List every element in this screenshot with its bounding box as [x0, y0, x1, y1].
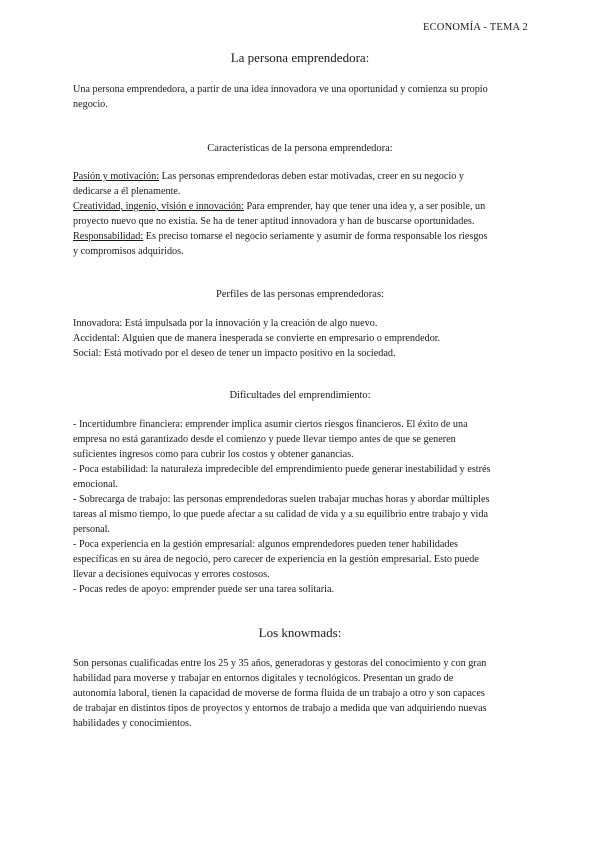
characteristic-item	[73, 169, 531, 184]
profile-item: Social: Está motivado por el deseo de tener un impacto positivo en la sociedad.	[73, 348, 396, 359]
characteristic-text: Las personas emprendedoras deben estar motivadas, creer en su negocio y	[159, 171, 464, 182]
knowmads-line: Son personas cualificadas entre los 25 y 35 años, generadoras y gestoras del conocimiento y con gran	[73, 658, 487, 669]
characteristics-list	[73, 169, 531, 259]
profiles-heading: Perfiles de las personas emprendedoras:	[216, 289, 384, 300]
characteristic-term: Creatividad, ingenio, visión e innovación:	[73, 201, 244, 212]
knowmads-line: autonomía laboral, tienen la capacidad de moverse de forma fluida de un trabajo a otro y son capaces	[73, 688, 485, 699]
difficulty-line: - Incertidumbre financiera: emprender implica asumir ciertos riesgos financieros. El éxito de una	[73, 419, 468, 430]
characteristic-text: proyecto nuevo que no existía. Se ha de tener aptitud innovadora y han de buscarse oportunidades.	[73, 216, 475, 227]
difficulty-line: - Sobrecarga de trabajo: las personas emprendedoras suelen trabajar muchas horas y abordar múltiples	[73, 494, 490, 505]
knowmads-paragraph	[73, 656, 531, 731]
section-title-persona-emprendedora: La persona emprendedora:	[230, 50, 370, 65]
characteristic-item	[73, 229, 531, 244]
knowmads-line: habilidad para moverse y trabajar en entornos digitales y tecnológicos. Presentan un grado de	[73, 673, 454, 684]
knowmads-line: de trabajar en distintos tipos de proyectos y entornos de trabajo a medida que van adquiriendo nuevas	[73, 703, 487, 714]
characteristic-term: Pasión y motivación:	[73, 171, 160, 182]
characteristic-text: Es preciso tomarse el negocio seriamente y asumir de forma responsable los riesgos	[143, 231, 488, 242]
characteristic-text: Para emprender, hay que tener una idea y, a ser posible, un	[243, 201, 486, 212]
difficulty-line: tareas al mismo tiempo, lo que puede afectar a su calidad de vida y a su equilibrio entre trabajo y vida	[73, 509, 488, 520]
difficulty-line: - Poca experiencia en la gestión empresarial: algunos emprendedores pueden tener habilidades	[73, 539, 458, 550]
characteristic-term: Responsabilidad:	[73, 231, 144, 242]
profile-item: Innovadora: Está impulsada por la innovación y la creación de algo nuevo.	[73, 318, 378, 329]
difficulties-heading: Dificultades del emprendimiento:	[229, 390, 371, 401]
intro-line: Una persona emprendedora, a partir de una idea innovadora ve una oportunidad y comienza su propio	[73, 84, 488, 95]
knowmads-line: habilidades y conocimientos.	[73, 718, 192, 729]
characteristic-item	[73, 199, 531, 214]
intro-paragraph	[73, 82, 531, 112]
page-header: ECONOMÍA - TEMA 2	[422, 22, 528, 33]
difficulty-line: específicas en su área de negocio, pero carecer de experiencia en la gestión empresarial. Esto puede	[73, 554, 479, 565]
profiles-list	[73, 316, 531, 361]
characteristics-heading: Características de la persona emprendedora:	[207, 143, 393, 154]
difficulty-line: llevar a decisiones equívocas y errores costosos.	[73, 569, 270, 580]
difficulty-line: suficientes ingresos como para cubrir los costos y obtener ganancias.	[73, 449, 354, 460]
difficulty-line: - Poca estabilidad: la naturaleza impredecible del emprendimiento puede generar inestabilidad y estrés	[73, 464, 491, 475]
section-title-knowmads: Los knowmads:	[258, 625, 342, 640]
difficulties-list	[73, 417, 531, 597]
difficulty-line: emocional.	[73, 479, 118, 490]
characteristic-text: y compromisos adquiridos.	[73, 246, 184, 257]
difficulty-line: - Pocas redes de apoyo: emprender puede ser una tarea solitaria.	[73, 584, 335, 595]
difficulty-line: personal.	[73, 524, 111, 535]
intro-line: negocio.	[73, 99, 108, 110]
characteristic-text: dedicarse a él plenamente.	[73, 186, 181, 197]
difficulty-line: empresa no está garantizado desde el comienzo y puede llevar tiempo antes de que se generen	[73, 434, 456, 445]
profile-item: Accidental: Alguien que de manera inesperada se convierte en empresario o emprendedor.	[73, 333, 441, 344]
